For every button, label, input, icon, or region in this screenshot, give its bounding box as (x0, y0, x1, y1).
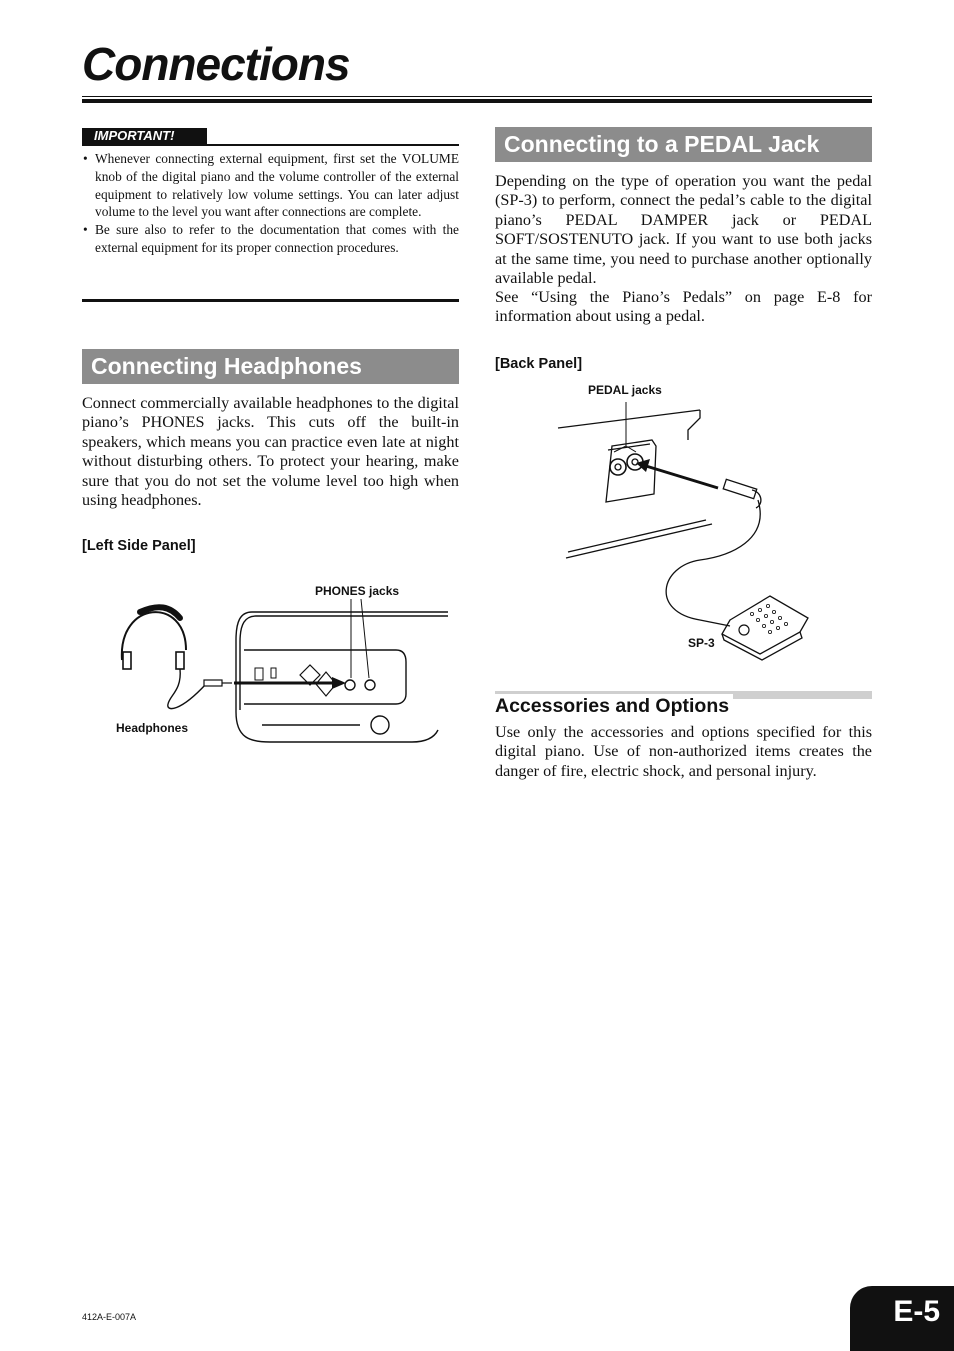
section-heading-pedal: Connecting to a PEDAL Jack (495, 127, 872, 162)
footer-code: 412A-E-007A (82, 1312, 137, 1322)
back-panel-label: [Back Panel] (495, 356, 583, 372)
headphones-paragraph: Connect commercially available headphones to the digital piano’s PHONES jacks. This cuts off the built-in speakers, which means you can practice even late at night without disturbing others. To protect your hearing, make sure that you do not set the volume level too high when using headphones. (82, 394, 459, 510)
side-panel-body (236, 599, 448, 742)
pedal-jacks-label: PEDAL jacks (588, 383, 662, 397)
accessories-paragraph: Use only the accessories and options specified for this digital piano. Use of non-authorized items creates the danger of fire, electric shock, and personal injury. (495, 723, 872, 780)
plug-arrow (234, 677, 346, 689)
important-item: • Be sure also to refer to the documentation that comes with the external equipment for its proper connection procedures. (82, 221, 459, 257)
sp3-label: SP-3 (688, 636, 715, 650)
important-item: • Whenever connecting external equipment, first set the VOLUME knob of the digital piano and the volume controller of the external equipment to relatively low volume settings. You can later adjust volume to the level you want after connections are complete. (82, 150, 459, 221)
pedal-paragraph: Depending on the type of operation you want the pedal (SP-3) to perform, connect the pedal’s cable to the digital piano’s PEDAL DAMPER jack or PEDAL SOFT/SOSTENUTO jack. If you want to use both jacks at the same time, you need to purchase another optionally available pedal. (495, 172, 872, 288)
headphones-icon (122, 607, 232, 708)
page-title: Connections (82, 38, 350, 90)
pedal-plug-arrow (636, 459, 718, 488)
page-number-tab (850, 1286, 954, 1351)
section-heading-accessories: Accessories and Options (495, 694, 733, 718)
phones-jacks-label: PHONES jacks (315, 584, 400, 598)
headphones-label: Headphones (116, 721, 189, 735)
section-heading-headphones: Connecting Headphones (82, 349, 459, 384)
page-number: E-5 (893, 1295, 940, 1328)
left-side-panel-label: [Left Side Panel] (82, 538, 196, 554)
pedal-reference: See “Using the Piano’s Pedals” on page E-8 for information about using a pedal. (495, 288, 872, 326)
pedal-buttons (739, 604, 788, 635)
important-tag: IMPORTANT! (82, 128, 207, 144)
